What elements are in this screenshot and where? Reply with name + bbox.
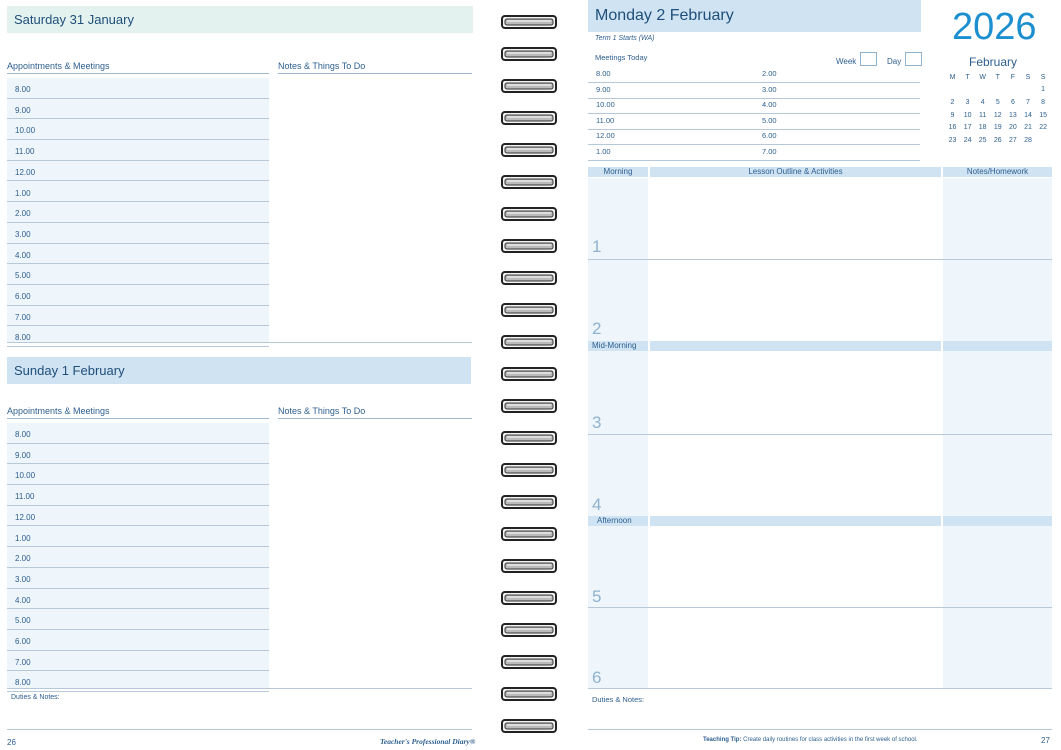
period-1: 1	[592, 237, 602, 256]
binding-ring	[501, 271, 557, 285]
binding-ring	[501, 687, 557, 701]
meeting-slot: 6.00	[754, 129, 920, 145]
calendar-day: 9	[950, 111, 955, 119]
calendar-weekday: M	[949, 74, 956, 81]
binding-ring	[501, 655, 557, 669]
term-note: Term 1 Starts (WA)	[595, 35, 655, 42]
calendar-day: 13	[1008, 111, 1017, 119]
time-slot: 11.00	[7, 485, 269, 506]
saturday-notes-header: Notes & Things To Do	[278, 61, 472, 74]
binding-ring	[501, 367, 557, 381]
calendar-day: 16	[948, 124, 957, 132]
left-duties-rule	[7, 729, 472, 730]
period-rule-5	[588, 607, 1052, 608]
calendar-day: 23	[948, 137, 957, 145]
time-slot: 3.00	[7, 223, 269, 244]
mid-morning-divider-2	[941, 341, 943, 351]
calendar-weekday: F	[1010, 74, 1016, 81]
footer-brand: Teacher's Professional Diary®	[380, 737, 476, 746]
calendar-day: 19	[993, 124, 1002, 132]
time-slot: 10.00	[7, 119, 269, 140]
binding-ring	[501, 559, 557, 573]
binding-ring	[501, 15, 557, 29]
meeting-slot: 8.00	[588, 67, 754, 83]
lesson-bottom-rule	[588, 688, 1052, 689]
calendar-weekday: S	[1025, 74, 1031, 81]
calendar-weekday: W	[979, 74, 986, 81]
meeting-slot: 10.00	[588, 98, 754, 114]
calendar-weekday: T	[965, 74, 970, 81]
time-slot: 1.00	[7, 182, 269, 203]
meeting-slot: 7.00	[754, 145, 920, 161]
binding-ring	[501, 207, 557, 221]
afternoon-divider-2	[941, 516, 943, 526]
calendar-day: 7	[1026, 98, 1030, 106]
period-rule-3	[588, 434, 1052, 435]
calendar-day: 5	[995, 98, 1000, 106]
monday-title: Monday 2 February	[595, 7, 734, 24]
right-duties-label: Duties & Notes:	[592, 695, 645, 704]
calendar-day: 8	[1041, 98, 1046, 106]
binding-ring	[501, 399, 557, 413]
saturday-appointments-header: Appointments & Meetings	[7, 61, 269, 74]
time-slot: 3.00	[7, 568, 269, 589]
calendar-day: 24	[963, 137, 972, 145]
calendar-day: 20	[1008, 124, 1017, 132]
time-slot: 4.00	[7, 589, 269, 610]
morning-header: Morning	[588, 167, 648, 177]
time-slot: 7.00	[7, 651, 269, 672]
binding-ring	[501, 175, 557, 189]
period-rule-1	[588, 259, 1052, 260]
binding-ring	[501, 335, 557, 349]
calendar-day: 4	[980, 98, 985, 106]
binding-ring	[501, 239, 557, 253]
notes-homework-header: Notes/Homework	[943, 167, 1052, 177]
binding-ring	[501, 495, 557, 509]
calendar-day: 11	[979, 111, 987, 119]
time-slot: 9.00	[7, 444, 269, 465]
saturday-bottom-rule	[7, 342, 472, 343]
time-slot: 8.00	[7, 326, 269, 347]
time-slot: 11.00	[7, 140, 269, 161]
binding-ring	[501, 431, 557, 445]
time-slot: 7.00	[7, 306, 269, 327]
binding-ring	[501, 79, 557, 93]
sunday-notes-header: Notes & Things To Do	[278, 406, 472, 419]
monday-banner	[588, 0, 921, 32]
time-slot: 5.00	[7, 264, 269, 285]
afternoon-bar	[588, 516, 1052, 526]
calendar-day: 28	[1024, 137, 1032, 145]
binding-ring	[501, 111, 557, 125]
meeting-slot: 4.00	[754, 98, 920, 114]
time-slot: 2.00	[7, 547, 269, 568]
meeting-slot: 9.00	[588, 83, 754, 99]
calendar-day: 22	[1039, 124, 1047, 132]
teaching-tip	[703, 737, 918, 743]
binding-ring	[501, 47, 557, 61]
time-slot: 4.00	[7, 244, 269, 265]
time-slot: 9.00	[7, 99, 269, 120]
teaching-tip-text: Create daily routines for class activities in the first week of school.	[743, 737, 918, 743]
right-page-number: 27	[1041, 736, 1050, 745]
calendar-day: 15	[1039, 111, 1047, 119]
mid-morning-bar	[588, 341, 1052, 351]
binding-ring	[501, 591, 557, 605]
meeting-slot: 1.00	[588, 145, 754, 161]
calendar-day: 10	[963, 111, 972, 119]
meeting-slot: 2.00	[754, 67, 920, 83]
saturday-banner	[7, 6, 473, 33]
calendar-day: 14	[1024, 111, 1032, 119]
meeting-slot: 11.00	[588, 114, 754, 130]
left-page-number: 26	[7, 738, 16, 747]
time-slot: 12.00	[7, 161, 269, 182]
calendar-day: 12	[993, 111, 1002, 119]
period-5: 5	[592, 587, 602, 606]
time-slot: 12.00	[7, 506, 269, 527]
saturday-title: Saturday 31 January	[14, 12, 134, 27]
period-4: 4	[592, 495, 602, 514]
calendar-day: 26	[993, 137, 1002, 145]
time-slot: 6.00	[7, 285, 269, 306]
meeting-slot: 12.00	[588, 129, 754, 145]
calendar-day: 27	[1008, 137, 1017, 145]
time-slot: 8.00	[7, 671, 269, 692]
time-slot: 8.00	[7, 423, 269, 444]
calendar-day: 3	[965, 98, 970, 106]
afternoon-label: Afternoon	[597, 516, 632, 525]
time-slot: 2.00	[7, 202, 269, 223]
calendar-day: 25	[978, 137, 987, 145]
period-3: 3	[592, 413, 602, 432]
period-2: 2	[592, 319, 602, 338]
meeting-slot: 3.00	[754, 83, 920, 99]
meeting-slot: 5.00	[754, 114, 920, 130]
sunday-appointments-header: Appointments & Meetings	[7, 406, 269, 419]
time-slot: 10.00	[7, 464, 269, 485]
calendar-day: 21	[1024, 124, 1032, 132]
mid-morning-label: Mid-Morning	[592, 341, 637, 350]
binding-ring	[501, 143, 557, 157]
sunday-bottom-rule	[7, 688, 472, 689]
week-checkbox[interactable]	[860, 52, 877, 66]
afternoon-divider	[648, 516, 650, 526]
binding-ring	[501, 527, 557, 541]
calendar-year: 2026	[952, 6, 1037, 48]
mid-morning-divider	[648, 341, 650, 351]
time-slot: 8.00	[7, 78, 269, 99]
notes-homework-column	[943, 178, 1052, 688]
binding-ring	[501, 719, 557, 733]
time-slot: 6.00	[7, 630, 269, 651]
left-duties-label: Duties & Notes:	[11, 694, 60, 701]
calendar-day: 1	[1041, 86, 1046, 93]
binding-ring	[501, 463, 557, 477]
period-6: 6	[592, 668, 602, 687]
teaching-tip-label: Teaching Tip:	[703, 737, 742, 743]
week-label: Week	[836, 57, 857, 66]
calendar-day: 2	[950, 98, 955, 106]
binding-ring	[501, 303, 557, 317]
lesson-outline-header: Lesson Outline & Activities	[650, 167, 941, 177]
time-slot: 5.00	[7, 609, 269, 630]
calendar-weekday: S	[1040, 74, 1046, 81]
time-slot: 1.00	[7, 527, 269, 548]
sunday-title: Sunday 1 February	[14, 363, 125, 378]
calendar-month: February	[969, 55, 1018, 69]
calendar-day: 18	[978, 124, 987, 132]
calendar-day: 17	[963, 124, 972, 132]
calendar-weekday: T	[995, 74, 1000, 81]
day-label: Day	[887, 57, 902, 66]
sunday-banner	[7, 357, 471, 384]
day-checkbox[interactable]	[905, 52, 922, 66]
right-duties-rule	[588, 729, 1052, 730]
meetings-today-label: Meetings Today	[595, 53, 648, 62]
binding-ring	[501, 623, 557, 637]
calendar-day: 6	[1010, 98, 1015, 106]
